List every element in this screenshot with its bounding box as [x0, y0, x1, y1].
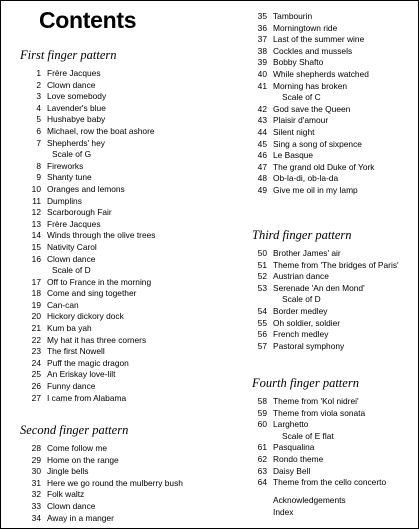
entry-title: Clown dance	[47, 253, 96, 264]
entry-title: Larghetto	[273, 419, 309, 430]
contents-entry	[251, 69, 416, 81]
contents-entry	[19, 254, 219, 266]
contents-entry	[251, 329, 416, 341]
entry-title: Nativity Carol	[47, 241, 97, 252]
entry-title: French medley	[273, 329, 329, 340]
contents-entry	[19, 207, 219, 219]
entry-title: Puff the magic dragon	[47, 357, 129, 368]
entry-number: 15	[31, 241, 41, 252]
entry-title: Scale of C	[282, 92, 321, 103]
entry-title: The first Nowell	[47, 346, 105, 357]
contents-entry	[19, 91, 219, 103]
entry-title: Here we go round the mulberry bush	[47, 477, 183, 488]
section-heading: Third finger pattern	[252, 228, 352, 242]
entry-number: 11	[32, 195, 41, 206]
entry-title: Morning has broken	[273, 80, 348, 91]
section-heading: Second finger pattern	[20, 423, 129, 437]
entry-title: Frère Jacques	[47, 68, 101, 78]
contents-entry	[19, 478, 219, 490]
entry-number: 50	[257, 248, 267, 258]
scale-entry	[251, 92, 416, 104]
contents-entry	[251, 185, 416, 197]
contents-entry	[19, 300, 219, 312]
contents-entry	[19, 443, 219, 455]
entry-title: Theme from viola sonata	[273, 407, 366, 418]
entry-title: Austrian dance	[273, 271, 329, 282]
contents-entry	[19, 311, 219, 323]
entry-number: 40	[257, 68, 267, 79]
entry-number: 3	[36, 91, 41, 102]
entry-title: Hickory dickory dock	[47, 311, 124, 322]
entry-number: 12	[31, 207, 41, 218]
entry-number: 56	[257, 329, 267, 340]
contents-entry	[251, 11, 416, 23]
page-title: Contents	[39, 7, 137, 33]
contents-entry	[251, 454, 416, 466]
entry-number: 31	[31, 477, 41, 488]
entry-number: 55	[257, 317, 267, 328]
entry-number: 58	[257, 396, 267, 406]
contents-entry	[19, 358, 219, 370]
entry-number: 29	[31, 454, 41, 465]
entry-title: Give me oil in my lamp	[273, 184, 358, 195]
entry-number: 46	[257, 150, 267, 161]
contents-entry	[251, 104, 416, 116]
contents-entry	[251, 150, 416, 162]
entry-title: Hushabye baby	[47, 114, 106, 125]
entry-title: Last of the summer wine	[273, 34, 365, 45]
entry-number: 45	[257, 138, 267, 149]
contents-entry	[19, 369, 219, 381]
contents-entry	[251, 23, 416, 35]
entry-number: 64	[257, 477, 267, 488]
entry-number: 24	[31, 357, 41, 368]
entry-number: 44	[257, 126, 267, 137]
entry-title: Serenade 'An den Mond'	[273, 282, 365, 293]
contents-entry	[251, 173, 416, 185]
contents-entry	[19, 288, 219, 300]
entry-title: Dumplins	[47, 195, 82, 206]
contents-entry	[19, 184, 219, 196]
entry-title: Off to France in the morning	[47, 276, 152, 287]
contents-entry	[251, 34, 416, 46]
contents-entry	[19, 230, 219, 242]
contents-entry	[19, 381, 219, 393]
contents-entry	[251, 260, 416, 272]
scale-entry	[251, 294, 416, 306]
contents-entry	[251, 466, 416, 478]
entry-title: Fireworks	[47, 160, 84, 171]
contents-entry	[19, 323, 219, 335]
entry-title: An Eriskay love-lilt	[47, 369, 116, 380]
entry-title: Scale of G	[52, 149, 92, 160]
entry-number: 13	[31, 218, 41, 229]
entry-title: Le Basque	[273, 150, 314, 161]
entry-title: Funny dance	[47, 381, 96, 392]
entry-number: 20	[31, 311, 41, 322]
contents-entry	[19, 277, 219, 289]
entry-number: 6	[36, 125, 41, 136]
entry-title: Frère Jacques	[47, 218, 101, 229]
entry-title: Michael, row the boat ashore	[47, 125, 155, 136]
entry-number: 61	[257, 442, 267, 453]
entry-title: Rondo theme	[273, 453, 324, 464]
entry-title: Theme from the cello concerto	[273, 477, 387, 488]
entry-title: Scale of E flat	[282, 430, 334, 441]
contents-entry	[19, 501, 219, 513]
entry-title: Scarborough Fair	[47, 207, 112, 218]
entry-title: Theme from 'Kol nidrei'	[273, 396, 359, 406]
entry-title: Jingle bells	[47, 466, 89, 477]
entry-number: 23	[31, 346, 41, 357]
entry-number: 60	[257, 419, 267, 430]
contents-entry	[19, 219, 219, 231]
entry-number: 27	[31, 392, 41, 403]
entry-title: Index	[273, 506, 294, 517]
entry-title: Tambourin	[273, 11, 313, 21]
entry-number: 18	[31, 288, 41, 299]
entry-number: 26	[31, 381, 41, 392]
entry-title: My hat it has three corners	[47, 334, 147, 345]
entry-title: Oh soldier, soldier	[273, 317, 341, 328]
contents-entry	[19, 466, 219, 478]
entry-title: Shepherds' hey	[47, 137, 105, 148]
contents-entry	[251, 318, 416, 330]
entry-number: 1	[36, 68, 41, 78]
entry-number: 5	[36, 114, 41, 125]
contents-entry	[19, 455, 219, 467]
contents-entry	[19, 103, 219, 115]
entry-title: Ob-la-di, ob-la-da	[273, 173, 339, 184]
entry-title: Oranges and lemons	[47, 183, 125, 194]
contents-entry	[251, 162, 416, 174]
entry-title: Border medley	[273, 305, 328, 316]
entry-number: 59	[257, 407, 267, 418]
contents-entry	[251, 248, 416, 260]
contents-entry	[251, 127, 416, 139]
entry-title: Home on the range	[47, 454, 119, 465]
entry-title: Silent night	[273, 126, 315, 137]
entry-number: 21	[31, 323, 41, 334]
entry-title: Winds through the olive trees	[47, 230, 156, 241]
entry-title: Clown dance	[47, 500, 96, 511]
contents-entry	[251, 419, 416, 431]
entry-number: 63	[257, 465, 267, 476]
entry-title: Pastoral symphony	[273, 340, 345, 351]
entry-number: 9	[36, 172, 41, 183]
entry-title: Cockles and mussels	[273, 45, 353, 56]
entry-title: Morningtown ride	[273, 22, 338, 33]
contents-entry	[251, 139, 416, 151]
entry-number: 48	[257, 173, 267, 184]
entry-title: I came from Alabama	[47, 392, 127, 403]
section-second-finger-pattern	[19, 422, 219, 524]
entry-title: Theme from 'The bridges of Paris'	[273, 259, 399, 270]
entry-number: 54	[257, 305, 267, 316]
entry-title: While shepherds watched	[273, 68, 369, 79]
contents-entry	[251, 477, 416, 489]
contents-entry	[19, 513, 219, 525]
contents-entry	[19, 68, 219, 80]
back-matter-entry	[251, 507, 416, 519]
entry-number: 16	[31, 253, 41, 264]
section-heading: Fourth finger pattern	[252, 376, 359, 390]
section-first-finger-pattern	[19, 47, 219, 404]
entry-title: The grand old Duke of York	[273, 161, 375, 172]
entry-number: 53	[257, 282, 267, 293]
entry-number: 28	[31, 443, 41, 453]
entry-number: 30	[31, 466, 41, 477]
scale-entry	[19, 265, 219, 277]
entry-number: 49	[257, 184, 267, 195]
entry-title: Scale of D	[52, 265, 91, 276]
contents-entry	[251, 81, 416, 93]
entry-title: Love somebody	[47, 91, 107, 102]
contents-entry	[251, 408, 416, 420]
section-third-finger-pattern	[251, 227, 416, 352]
scale-entry	[19, 149, 219, 161]
entry-number: 47	[257, 161, 267, 172]
entry-number: 36	[257, 22, 267, 33]
entry-number: 10	[31, 183, 41, 194]
entry-title: Come follow me	[47, 443, 108, 453]
contents-entry	[251, 306, 416, 318]
entry-number: 62	[257, 453, 267, 464]
entry-number: 38	[257, 45, 267, 56]
contents-entry	[251, 271, 416, 283]
entry-title: Plaisir d'amour	[273, 115, 329, 126]
entry-number: 37	[257, 34, 267, 45]
entry-title: God save the Queen	[273, 103, 351, 114]
entry-title: Kum ba yah	[47, 323, 92, 334]
entry-title: Daisy Bell	[273, 465, 311, 476]
entry-number: 34	[31, 512, 41, 523]
back-matter	[251, 495, 416, 518]
contents-entry	[251, 115, 416, 127]
contents-entry	[251, 396, 416, 408]
entry-number: 39	[257, 57, 267, 68]
entry-title: Scale of D	[282, 294, 321, 305]
entry-number: 4	[36, 102, 41, 113]
entry-number: 8	[36, 160, 41, 171]
contents-entry	[19, 242, 219, 254]
entry-number: 14	[31, 230, 41, 241]
entry-number: 41	[257, 80, 267, 91]
contents-entry	[19, 80, 219, 92]
scale-entry	[251, 431, 416, 443]
entry-title: Sing a song of sixpence	[273, 138, 362, 149]
entry-title: Can-can	[47, 299, 79, 310]
contents-entry	[19, 138, 219, 150]
entry-number: 43	[257, 115, 267, 126]
entry-title: Brother James' air	[273, 248, 341, 258]
entry-title: Pasqualina	[273, 442, 315, 453]
back-matter-entry	[251, 495, 416, 507]
entry-number: 33	[31, 500, 41, 511]
entry-title: Shanty tune	[47, 172, 92, 183]
contents-entry	[19, 172, 219, 184]
contents-entry	[251, 341, 416, 353]
entry-title: Acknowledgements	[273, 495, 346, 505]
entry-title: Lavender's blue	[47, 102, 106, 113]
section-continued	[251, 11, 416, 197]
contents-entry	[251, 283, 416, 295]
contents-entry	[19, 335, 219, 347]
entry-number: 7	[36, 137, 41, 148]
entry-number: 52	[257, 271, 267, 282]
entry-number: 32	[31, 489, 41, 500]
entry-number: 57	[257, 340, 267, 351]
entry-number: 22	[31, 334, 41, 345]
entry-title: Bobby Shafto	[273, 57, 324, 68]
entry-number: 42	[257, 103, 267, 114]
entry-number: 19	[31, 299, 41, 310]
contents-entry	[19, 489, 219, 501]
entry-title: Clown dance	[47, 79, 96, 90]
contents-entry	[19, 126, 219, 138]
contents-entry	[19, 161, 219, 173]
contents-entry	[251, 57, 416, 69]
contents-entry	[251, 46, 416, 58]
section-fourth-finger-pattern	[251, 375, 416, 489]
entry-number: 35	[257, 11, 267, 21]
contents-entry	[19, 114, 219, 126]
entry-number: 25	[31, 369, 41, 380]
entry-title: Come and sing together	[47, 288, 137, 299]
entry-title: Folk waltz	[47, 489, 85, 500]
entry-number: 17	[31, 276, 41, 287]
entry-number: 51	[257, 259, 267, 270]
contents-entry	[19, 196, 219, 208]
contents-entry	[19, 393, 219, 405]
section-heading: First finger pattern	[20, 48, 117, 62]
contents-entry	[19, 346, 219, 358]
entry-title: Away in a manger	[47, 512, 114, 523]
contents-entry	[251, 442, 416, 454]
entry-number: 2	[36, 79, 41, 90]
